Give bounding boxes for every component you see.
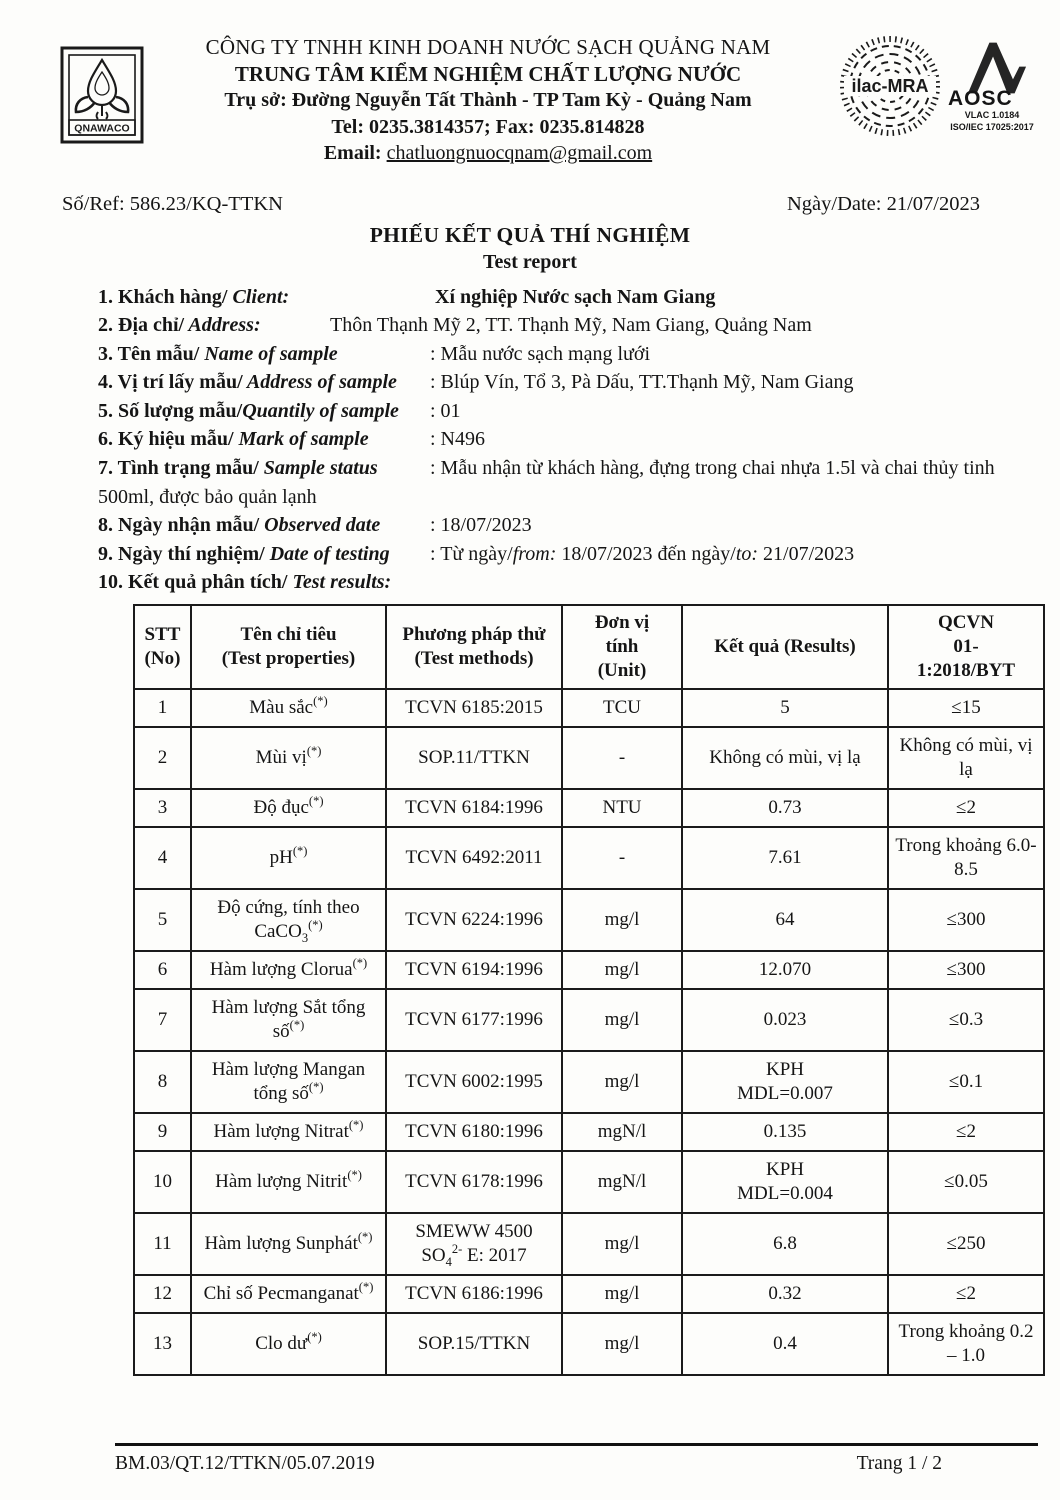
qnawaco-logo-label: QNAWACO xyxy=(74,122,130,135)
unit: mg/l xyxy=(562,1051,682,1113)
result-row-9 xyxy=(134,1113,1044,1151)
result-value: 0.32 xyxy=(682,1275,888,1313)
row-no: 1 xyxy=(134,689,191,727)
property-name: Mùi vị(*) xyxy=(191,727,386,789)
test-method: TCVN 6194:1996 xyxy=(386,951,562,989)
address-line: Trụ sở: Đường Nguyễn Tất Thành - TP Tam Kỳ - Quảng Nam xyxy=(224,89,752,111)
unit: NTU xyxy=(562,789,682,827)
tel-fax-line: Tel: 0235.3814357; Fax: 0235.814828 xyxy=(331,115,645,138)
col-header-limit: QCVN 01- 1:2018/BYT xyxy=(888,605,1044,689)
info-item-sample-name xyxy=(98,340,1036,369)
test-method: TCVN 6186:1996 xyxy=(386,1275,562,1313)
property-name: Chỉ số Pecmanganat(*) xyxy=(191,1275,386,1313)
accreditation-logos xyxy=(838,34,1038,143)
info-value: : Từ ngày/from: 18/07/2023 đến ngày/to: 21/07/2023 xyxy=(430,542,855,565)
ref-number: Số/Ref: 586.23/KQ-TTKN xyxy=(62,192,283,215)
report-subtitle: Test report xyxy=(483,250,577,273)
header-text-block xyxy=(164,34,812,167)
row-no: 11 xyxy=(134,1213,191,1275)
result-value: 7.61 xyxy=(682,827,888,889)
aosc-logo-icon xyxy=(946,36,1038,133)
property-name: Clo dư(*) xyxy=(191,1313,386,1375)
row-no: 5 xyxy=(134,889,191,951)
info-value: : N496 xyxy=(430,428,485,451)
result-row-5 xyxy=(134,889,1044,951)
limit-value: ≤2 xyxy=(888,1113,1044,1151)
property-name: Hàm lượng Clorua(*) xyxy=(191,951,386,989)
info-item-client xyxy=(98,283,1036,312)
test-method: TCVN 6185:2015 xyxy=(386,689,562,727)
limit-value: ≤15 xyxy=(888,689,1044,727)
row-no: 2 xyxy=(134,727,191,789)
report-title: PHIẾU KẾT QUẢ THÍ NGHIỆM xyxy=(369,222,691,247)
info-value: : 01 xyxy=(430,399,461,422)
result-row-13 xyxy=(134,1313,1044,1375)
info-label: 5. Số lượng mẫu/Quantily of sample xyxy=(98,399,399,422)
info-label: 10. Kết quả phân tích/ Test results: xyxy=(98,571,392,594)
result-value: 5 xyxy=(682,689,888,727)
ilac-mra-label: ilac-MRA xyxy=(851,76,929,96)
test-method: SOP.15/TTKN xyxy=(386,1313,562,1375)
unit: mg/l xyxy=(562,889,682,951)
results-table-head xyxy=(134,605,1044,689)
test-method: SMEWW 4500 $SO_4^{2-}$ E: 2017 xyxy=(386,1213,562,1275)
info-item-testing-date xyxy=(98,540,1036,569)
info-label: 4. Vị trí lấy mẫu/ Address of sample xyxy=(98,371,397,394)
property-name: Hàm lượng Sắt tổng số(*) xyxy=(191,989,386,1051)
property-name: Độ cứng, tính theo CaCO$_3$(*) xyxy=(191,889,386,951)
row-no: 7 xyxy=(134,989,191,1051)
info-value: : 18/07/2023 xyxy=(430,514,532,537)
info-value: : Mẫu nước sạch mạng lưới xyxy=(430,342,651,365)
info-label: 7. Tình trạng mẫu/ Sample status xyxy=(98,457,378,480)
center-name: TRUNG TÂM KIỂM NGHIỆM CHẤT LƯỢNG NƯỚC xyxy=(234,61,742,86)
limit-value: Trong khoảng 0.2 – 1.0 xyxy=(888,1313,1044,1375)
result-row-4 xyxy=(134,827,1044,889)
email-label: Email: xyxy=(323,142,382,164)
result-value: 12.070 xyxy=(682,951,888,989)
vlac-code: VLAC 1.0184 xyxy=(964,110,1020,120)
row-no: 10 xyxy=(134,1151,191,1213)
info-item-sample-status xyxy=(98,454,1036,511)
info-label: 6. Ký hiệu mẫu/ Mark of sample xyxy=(98,428,369,451)
property-name: Hàm lượng Nitrit(*) xyxy=(191,1151,386,1213)
info-label: 8. Ngày nhận mẫu/ Observed date xyxy=(98,514,381,537)
info-item-sample-address xyxy=(98,368,1036,397)
test-method: TCVN 6492:2011 xyxy=(386,827,562,889)
row-no: 3 xyxy=(134,789,191,827)
info-value: Xí nghiệp Nước sạch Nam Giang xyxy=(435,285,716,308)
result-value: 0.023 xyxy=(682,989,888,1051)
result-row-2 xyxy=(134,727,1044,789)
test-method: TCVN 6184:1996 xyxy=(386,789,562,827)
col-header-method: Phương pháp thử (Test methods) xyxy=(386,605,562,689)
info-item-mark xyxy=(98,425,1036,454)
row-no: 9 xyxy=(134,1113,191,1151)
email-link[interactable]: chatluongnuocqnam@gmail.com xyxy=(386,142,653,164)
page-footer xyxy=(115,1443,1038,1475)
property-name: Màu sắc(*) xyxy=(191,689,386,727)
info-value: Thôn Thạnh Mỹ 2, TT. Thạnh Mỹ, Nam Giang, Quảng Nam xyxy=(330,314,812,337)
result-row-7 xyxy=(134,989,1044,1051)
unit: mg/l xyxy=(562,1213,682,1275)
qnawaco-logo-icon xyxy=(60,46,144,149)
meta-row xyxy=(0,167,1060,216)
col-header-property: Tên chỉ tiêu (Test properties) xyxy=(191,605,386,689)
property-name: pH(*) xyxy=(191,827,386,889)
info-item-address xyxy=(98,311,1036,340)
result-value: KPH MDL=0.004 xyxy=(682,1151,888,1213)
result-value: 64 xyxy=(682,889,888,951)
unit: mg/l xyxy=(562,1313,682,1375)
test-method: TCVN 6178:1996 xyxy=(386,1151,562,1213)
info-label: 1. Khách hàng/ Client: xyxy=(98,285,290,308)
iso-code: ISO/IEC 17025:2017 xyxy=(950,122,1034,132)
footer-page-number: Trang 1 / 2 xyxy=(856,1453,942,1474)
col-header-unit: Đơn vị tính (Unit) xyxy=(562,605,682,689)
report-date: Ngày/Date: 21/07/2023 xyxy=(786,192,980,215)
unit: - xyxy=(562,827,682,889)
limit-value: Trong khoảng 6.0-8.5 xyxy=(888,827,1044,889)
unit: mgN/l xyxy=(562,1113,682,1151)
company-name: CÔNG TY TNHH KINH DOANH NƯỚC SẠCH QUẢNG NAM xyxy=(205,35,771,59)
header-row xyxy=(134,605,1044,689)
property-name: Hàm lượng Sunphát(*) xyxy=(191,1213,386,1275)
unit: - xyxy=(562,727,682,789)
limit-value: ≤2 xyxy=(888,789,1044,827)
result-value: KPH MDL=0.007 xyxy=(682,1051,888,1113)
row-no: 13 xyxy=(134,1313,191,1375)
test-method: SOP.11/TTKN xyxy=(386,727,562,789)
info-label: 2. Địa chỉ/ Address: xyxy=(98,314,261,337)
property-name: Hàm lượng Nitrat(*) xyxy=(191,1113,386,1151)
unit: mg/l xyxy=(562,1275,682,1313)
limit-value: ≤0.3 xyxy=(888,989,1044,1051)
test-method: TCVN 6224:1996 xyxy=(386,889,562,951)
info-label: 9. Ngày thí nghiệm/ Date of testing xyxy=(98,542,390,565)
row-no: 6 xyxy=(134,951,191,989)
result-row-8 xyxy=(134,1051,1044,1113)
info-item-observed-date xyxy=(98,511,1036,540)
result-row-3 xyxy=(134,789,1044,827)
results-table xyxy=(133,604,1045,1376)
document-header xyxy=(0,0,1060,167)
result-value: 0.73 xyxy=(682,789,888,827)
info-value: : Mẫu nhận từ khách hàng, đựng trong chai nhựa 1.5l và chai thủy tinh 500ml, được bảo quản lạnh xyxy=(98,457,995,508)
footer-form-code: BM.03/QT.12/TTKN/05.07.2019 xyxy=(115,1453,375,1474)
result-row-11 xyxy=(134,1213,1044,1275)
aosc-label: AOSC xyxy=(948,87,1013,110)
limit-value: ≤0.1 xyxy=(888,1051,1044,1113)
test-method: TCVN 6180:1996 xyxy=(386,1113,562,1151)
limit-value: ≤2 xyxy=(888,1275,1044,1313)
limit-value: ≤0.05 xyxy=(888,1151,1044,1213)
property-name: Độ đục(*) xyxy=(191,789,386,827)
row-no: 4 xyxy=(134,827,191,889)
col-header-result: Kết quả (Results) xyxy=(682,605,888,689)
results-table-body xyxy=(134,689,1044,1375)
result-row-6 xyxy=(134,951,1044,989)
limit-value: Không có mùi, vị lạ xyxy=(888,727,1044,789)
info-label: 3. Tên mẫu/ Name of sample xyxy=(98,342,338,365)
row-no: 12 xyxy=(134,1275,191,1313)
limit-value: ≤250 xyxy=(888,1213,1044,1275)
unit: mg/l xyxy=(562,989,682,1051)
ilac-mra-logo-icon xyxy=(838,34,942,143)
unit: mgN/l xyxy=(562,1151,682,1213)
limit-value: ≤300 xyxy=(888,889,1044,951)
result-row-10 xyxy=(134,1151,1044,1213)
result-row-1 xyxy=(134,689,1044,727)
unit: TCU xyxy=(562,689,682,727)
col-header-no: STT (No) xyxy=(134,605,191,689)
limit-value: ≤300 xyxy=(888,951,1044,989)
info-item-quantity xyxy=(98,397,1036,426)
property-name: Hàm lượng Mangan tổng số(*) xyxy=(191,1051,386,1113)
info-item-test-results xyxy=(98,568,1036,597)
row-no: 8 xyxy=(134,1051,191,1113)
info-value: : Blúp Vín, Tổ 3, Pà Dấu, TT.Thạnh Mỹ, Nam Giang xyxy=(430,371,854,394)
test-method: TCVN 6177:1996 xyxy=(386,989,562,1051)
result-value: Không có mùi, vị lạ xyxy=(682,727,888,789)
sample-info-list xyxy=(98,283,1036,598)
test-method: TCVN 6002:1995 xyxy=(386,1051,562,1113)
result-value: 0.135 xyxy=(682,1113,888,1151)
result-value: 0.4 xyxy=(682,1313,888,1375)
email-line xyxy=(164,140,812,167)
unit: mg/l xyxy=(562,951,682,989)
result-value: 6.8 xyxy=(682,1213,888,1275)
result-row-12 xyxy=(134,1275,1044,1313)
